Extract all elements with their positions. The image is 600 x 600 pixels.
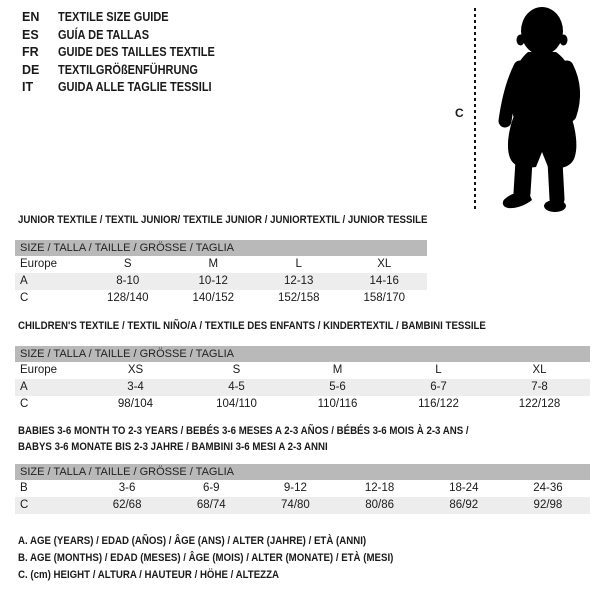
footnote-text: C. (cm) HEIGHT / ALTURA / HAUTEUR / HÖHE / ALTEZZA — [18, 569, 280, 581]
row-label: C — [20, 292, 29, 304]
size-table-header: SIZE / TALLA / TAILLE / GRÖSSE / TAGLIA — [15, 240, 427, 256]
language-title — [58, 27, 161, 45]
table-cell: 140/152 — [192, 292, 235, 304]
table-cell: 9-12 — [283, 482, 307, 494]
table-row — [15, 273, 427, 290]
language-title-text: TEXTILE SIZE GUIDE — [58, 10, 169, 24]
table-cell: 12-18 — [364, 482, 395, 494]
section-title-text: CHILDREN'S TEXTILE / TEXTIL NIÑO/A / TEXTILE DES ENFANTS / KINDERTEXTIL / BAMBINI TESSILE — [18, 320, 486, 332]
section-title-line — [18, 423, 530, 439]
table-cell: 122/128 — [518, 398, 561, 410]
table-cell: XS — [127, 364, 144, 376]
language-title — [58, 62, 217, 80]
table-cell: 6-7 — [430, 381, 447, 393]
table-cell: 98/104 — [117, 398, 154, 410]
size-table — [15, 464, 590, 514]
table-cell: 86/92 — [449, 499, 479, 511]
section-title-text: BABIES 3-6 MONTH TO 2-3 YEARS / BEBÉS 3-6 MESES A 2-3 AÑOS / BÉBÉS 3-6 MOIS À 2-3 ANS / — [18, 425, 469, 437]
footnote-line — [18, 550, 445, 567]
table-cell: M — [208, 258, 219, 270]
table-cell: 116/122 — [418, 398, 459, 410]
size-table — [15, 346, 590, 413]
table-row — [15, 396, 590, 413]
table-cell: 5-6 — [329, 381, 346, 393]
table-cell: 10-12 — [198, 275, 228, 287]
table-cell: 3-4 — [127, 381, 144, 393]
row-label: C — [20, 499, 29, 511]
row-label: Europe — [20, 258, 58, 270]
table-row — [15, 362, 590, 379]
language-title-text: GUIDA ALLE TAGLIE TESSILI — [58, 80, 212, 94]
row-label: C — [20, 398, 29, 410]
section-title — [18, 318, 550, 334]
row-label: B — [20, 482, 28, 494]
table-cell: 104/110 — [216, 398, 257, 410]
table-cell: 152/158 — [277, 292, 320, 304]
table-row — [15, 290, 427, 307]
row-label: A — [20, 275, 28, 287]
table-row — [15, 480, 590, 497]
language-code: EN — [22, 10, 40, 24]
baby-silhouette-image — [487, 3, 597, 215]
footnote-text: A. AGE (YEARS) / EDAD (AÑOS) / ÂGE (ANS) / ALTER (JAHRE) / ETÀ (ANNI) — [18, 535, 367, 547]
size-legend-footnotes — [18, 533, 445, 584]
language-title-text: GUÍA DE TALLAS — [58, 27, 150, 42]
language-row — [22, 44, 236, 62]
language-title-text: GUIDE DES TAILLES TEXTILE — [58, 45, 215, 59]
table-cell: 128/140 — [106, 292, 149, 304]
footnote-text: B. AGE (MONTHS) / EDAD (MESES) / ÂGE (MOIS) / ALTER (MONATE) / ETÀ (MESI) — [18, 552, 394, 564]
table-cell: 80/86 — [365, 499, 394, 511]
height-measure-label: C — [455, 106, 464, 120]
table-cell: XL — [532, 364, 547, 376]
language-code: ES — [22, 27, 39, 42]
table-cell: L — [295, 258, 302, 270]
table-cell: 3-6 — [118, 482, 136, 494]
language-title — [58, 9, 184, 27]
language-row — [22, 62, 236, 80]
table-cell: 74/80 — [281, 499, 310, 511]
table-cell: 6-9 — [202, 482, 220, 494]
language-title-list — [22, 9, 236, 97]
language-code: FR — [22, 45, 39, 59]
language-row — [22, 79, 236, 97]
height-measure-dotted-line — [474, 8, 476, 210]
section-title — [18, 212, 483, 228]
section-title-line — [18, 212, 483, 228]
row-label: A — [20, 381, 28, 393]
table-cell: L — [435, 364, 442, 376]
table-row — [15, 497, 590, 514]
height-measure — [455, 6, 476, 212]
table-cell: 4-5 — [228, 381, 245, 393]
section-title-line — [18, 318, 550, 334]
table-row — [15, 379, 590, 396]
row-label: Europe — [20, 364, 58, 376]
table-cell: 8-10 — [116, 275, 140, 287]
footnote-line — [18, 533, 445, 550]
table-cell: S — [232, 364, 241, 376]
language-row — [22, 9, 236, 27]
section-title — [18, 423, 530, 455]
table-cell: 18-24 — [449, 482, 479, 494]
table-cell: 158/170 — [363, 292, 406, 304]
table-cell: 14-16 — [369, 275, 399, 287]
language-code: IT — [22, 80, 34, 94]
size-table-header: SIZE / TALLA / TAILLE / GRÖSSE / TAGLIA — [15, 346, 590, 362]
table-cell: 7-8 — [531, 381, 548, 393]
table-cell: XL — [377, 258, 392, 270]
table-cell: M — [332, 364, 343, 376]
table-cell: 110/116 — [317, 398, 358, 410]
language-title — [58, 79, 233, 97]
table-cell: 92/98 — [533, 499, 563, 511]
section-title-line — [18, 439, 530, 455]
table-cell: 62/68 — [112, 499, 142, 511]
language-code: DE — [22, 62, 40, 77]
language-title-text: TEXTILGRÖßENFÜHRUNG — [58, 62, 198, 77]
table-row — [15, 256, 427, 273]
table-cell: S — [123, 258, 132, 270]
size-table — [15, 240, 427, 307]
table-cell: 12-13 — [284, 275, 314, 287]
size-table-header: SIZE / TALLA / TAILLE / GRÖSSE / TAGLIA — [15, 464, 590, 480]
language-row — [22, 27, 236, 45]
section-title-text: JUNIOR TEXTILE / TEXTIL JUNIOR/ TEXTILE JUNIOR / JUNIORTEXTIL / JUNIOR TESSILE — [18, 214, 428, 226]
table-cell: 68/74 — [196, 499, 226, 511]
table-cell: 24-36 — [533, 482, 563, 494]
language-title — [58, 44, 236, 62]
footnote-line — [18, 567, 445, 584]
section-title-text: BABYS 3-6 MONATE BIS 2-3 JAHRE / BAMBINI 3-6 MESI A 2-3 ANNI — [18, 441, 328, 453]
